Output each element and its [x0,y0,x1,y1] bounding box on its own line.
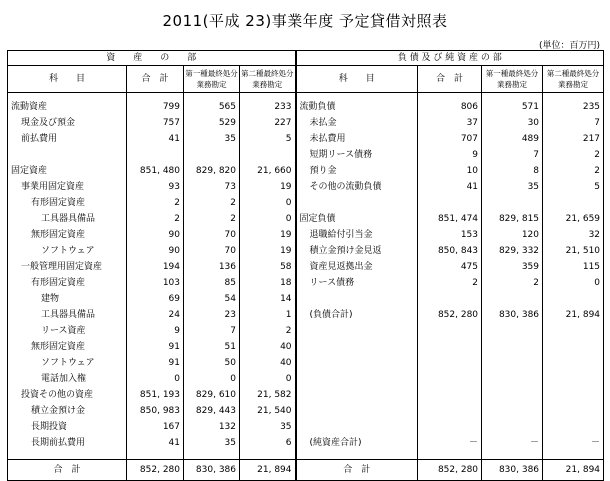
asset-item-cell: 長期前払費用 [8,435,127,451]
asset-acc2-cell [240,147,296,163]
asset-item-cell: 電話加入権 [8,371,127,387]
assets-item-header: 科 目 [8,66,127,93]
asset-total-cell [127,147,184,163]
liab-item-cell [296,419,418,435]
asset-total-cell: 90 [127,243,184,259]
liab-acc2-cell: 115 [543,259,604,275]
asset-total-cell: 91 [127,339,184,355]
asset-acc2-cell: 233 [240,93,296,116]
asset-acc2-cell: 1 [240,307,296,323]
table-row [8,179,604,195]
liab-item-cell: 未払費用 [296,131,418,147]
unit-note: (単位：百万円) [538,41,600,51]
spacer-cell [184,451,240,460]
liab-acc1-cell [482,339,543,355]
asset-acc2-cell: 40 [240,355,296,371]
liab-item-cell [296,371,418,387]
liab-total-cell: 153 [418,227,482,243]
total-row [8,460,604,481]
asset-item-cell: 前払費用 [8,131,127,147]
liab-acc1-cell: 829, 332 [482,243,543,259]
liab-acc2-cell: 7 [543,115,604,131]
asset-total-cell: 799 [127,93,184,116]
liab-acc1-cell [482,195,543,211]
liab-acc1-cell [482,403,543,419]
asset-acc1-cell: 70 [184,227,240,243]
liab-acc2-cell: 5 [543,179,604,195]
asset-item-cell: 投資その他の資産 [8,387,127,403]
asset-item-cell: 無形固定資産 [8,339,127,355]
liab-item-cell: 固定負債 [296,211,418,227]
asset-acc1-cell: 136 [184,259,240,275]
asset-total-cell: 850, 983 [127,403,184,419]
liab-acc2-cell: 235 [543,93,604,116]
spacer-cell [543,451,604,460]
liab-acc2-cell: 32 [543,227,604,243]
asset-item-cell: 事業用固定資産 [8,179,127,195]
liab-item-cell: (負債合計) [296,307,418,323]
asset-total-cell: 2 [127,211,184,227]
liab-acc1-cell [482,355,543,371]
assets-section-header: 資 産 の 部 [8,51,296,66]
liab-total-cell [418,371,482,387]
asset-total-cell: 41 [127,131,184,147]
table-row [8,435,604,451]
liab-total-cell: 852, 280 [418,307,482,323]
liab-acc1-cell: 830, 386 [482,307,543,323]
asset-acc1-cell [184,147,240,163]
asset-acc1-cell: 829, 820 [184,163,240,179]
asset-acc2-cell: 40 [240,339,296,355]
spacer-cell [418,451,482,460]
liab-acc1-cell [482,419,543,435]
asset-item-cell: 積立金預け金 [8,403,127,419]
table-row [8,339,604,355]
asset-acc1-cell: 35 [184,131,240,147]
liab-account2-header: 第二種最終処分業務勘定 [543,66,604,93]
asset-acc2-cell: 19 [240,243,296,259]
asset-total-cell: 194 [127,259,184,275]
liab-acc2-cell [543,323,604,339]
asset-total-cell: 93 [127,179,184,195]
assets-account2-header: 第二種最終処分業務勘定 [240,66,296,93]
asset-grand-acc1-cell: 830, 386 [184,460,240,481]
liab-total-cell: 851, 474 [418,211,482,227]
table-row [8,211,604,227]
asset-acc2-cell: 18 [240,275,296,291]
asset-acc1-cell: 73 [184,179,240,195]
liab-acc2-cell: 2 [543,147,604,163]
asset-acc1-cell: 70 [184,243,240,259]
asset-total-cell: 41 [127,435,184,451]
liab-acc2-cell [543,403,604,419]
liab-total-cell: 2 [418,275,482,291]
asset-acc2-cell: 21, 660 [240,163,296,179]
table-row [8,307,604,323]
asset-item-cell: 有形固定資産 [8,275,127,291]
liab-acc2-cell [543,291,604,307]
page-title: 2011(平成 23)事業年度 予定貸借対照表 [162,12,448,30]
asset-total-cell: 90 [127,227,184,243]
asset-acc2-cell: 14 [240,291,296,307]
liab-item-cell: 退職給付引当金 [296,227,418,243]
asset-acc2-cell: 0 [240,195,296,211]
spacer-row [8,451,604,460]
liab-total-cell: － [418,435,482,451]
asset-acc1-cell: 54 [184,291,240,307]
liab-total-cell: 707 [418,131,482,147]
liab-acc1-cell: 8 [482,163,543,179]
asset-acc1-cell: 50 [184,355,240,371]
liab-acc2-cell: 21, 894 [543,307,604,323]
asset-total-cell: 69 [127,291,184,307]
asset-acc2-cell: 0 [240,211,296,227]
asset-acc2-cell: 227 [240,115,296,131]
table-row [8,131,604,147]
table-row [8,243,604,259]
liab-acc2-cell [543,387,604,403]
spacer-cell [296,451,418,460]
asset-item-cell: リース資産 [8,323,127,339]
liab-acc1-cell [482,323,543,339]
spacer-cell [127,451,184,460]
asset-acc1-cell: 35 [184,435,240,451]
liab-acc2-cell [543,195,604,211]
liab-total-cell: 10 [418,163,482,179]
liab-total-cell [418,355,482,371]
assets-total-header: 合 計 [127,66,184,93]
asset-item-cell: ソフトウェア [8,355,127,371]
table-row [8,93,604,116]
table-row [8,355,604,371]
asset-grand-item-cell: 合 計 [8,460,127,481]
asset-acc1-cell: 829, 443 [184,403,240,419]
asset-item-cell: 工具器具備品 [8,307,127,323]
spacer-cell [240,451,296,460]
liab-total-cell: 41 [418,179,482,195]
asset-total-cell: 24 [127,307,184,323]
liab-acc2-cell: 0 [543,275,604,291]
liab-acc1-cell: 489 [482,131,543,147]
liab-acc1-cell: 120 [482,227,543,243]
liab-item-cell: 流動負債 [296,93,418,116]
liab-grand-item-cell: 合 計 [296,460,418,481]
liab-total-cell [418,387,482,403]
asset-acc2-cell: 2 [240,323,296,339]
asset-total-cell: 91 [127,355,184,371]
asset-item-cell: 工具器具備品 [8,211,127,227]
asset-acc2-cell: 6 [240,435,296,451]
liabilities-section-header: 負 債 及 び 純 資 産 の 部 [296,51,604,66]
asset-grand-acc2-cell: 21, 894 [240,460,296,481]
table-row [8,323,604,339]
liab-total-header: 合 計 [418,66,482,93]
liab-total-cell: 475 [418,259,482,275]
table-row [8,195,604,211]
asset-acc1-cell: 2 [184,195,240,211]
liab-acc1-cell [482,371,543,387]
liab-grand-total-cell: 852, 280 [418,460,482,481]
liab-acc1-cell: 2 [482,275,543,291]
asset-total-cell: 851, 480 [127,163,184,179]
liab-grand-acc1-cell: 830, 386 [482,460,543,481]
liab-acc1-cell: 571 [482,93,543,116]
liab-total-cell: 806 [418,93,482,116]
liab-item-cell [296,195,418,211]
liab-acc2-cell [543,355,604,371]
liab-item-cell: (純資産合計) [296,435,418,451]
liab-acc1-cell: － [482,435,543,451]
table-row [8,259,604,275]
liab-acc2-cell: － [543,435,604,451]
asset-item-cell: 現金及び預金 [8,115,127,131]
asset-total-cell: 757 [127,115,184,131]
liab-total-cell: 37 [418,115,482,131]
asset-item-cell: 流動資産 [8,93,127,116]
liab-total-cell [418,195,482,211]
asset-acc2-cell: 58 [240,259,296,275]
asset-item-cell: 長期投資 [8,419,127,435]
liab-item-cell [296,355,418,371]
asset-item-cell [8,147,127,163]
spacer-cell [8,451,127,460]
asset-acc2-cell: 35 [240,419,296,435]
asset-acc1-cell: 23 [184,307,240,323]
asset-acc1-cell: 85 [184,275,240,291]
liab-acc1-cell: 359 [482,259,543,275]
table-row [8,419,604,435]
asset-acc1-cell: 51 [184,339,240,355]
asset-total-cell: 9 [127,323,184,339]
asset-acc1-cell: 829, 610 [184,387,240,403]
spacer-cell [482,451,543,460]
liab-acc1-cell [482,291,543,307]
table-row [8,371,604,387]
liab-item-cell [296,323,418,339]
table-row [8,275,604,291]
asset-acc1-cell: 0 [184,371,240,387]
liab-item-cell [296,403,418,419]
liab-item-cell [296,291,418,307]
asset-acc2-cell: 21, 540 [240,403,296,419]
liab-total-cell [418,291,482,307]
liab-acc1-cell: 829, 815 [482,211,543,227]
table-row [8,403,604,419]
asset-acc2-cell: 5 [240,131,296,147]
liab-item-cell [296,387,418,403]
table-row [8,147,604,163]
liab-grand-acc2-cell: 21, 894 [543,460,604,481]
asset-total-cell: 103 [127,275,184,291]
asset-item-cell: 一般管理用固定資産 [8,259,127,275]
liab-item-cell: 積立金預け金見返 [296,243,418,259]
asset-item-cell: ソフトウェア [8,243,127,259]
asset-acc1-cell: 2 [184,211,240,227]
liab-total-cell [418,323,482,339]
asset-acc2-cell: 19 [240,179,296,195]
asset-total-cell: 2 [127,195,184,211]
liab-item-cell: 預り金 [296,163,418,179]
asset-item-cell: 建物 [8,291,127,307]
liab-total-cell [418,403,482,419]
liab-item-cell: 短期リース債務 [296,147,418,163]
table-row [8,115,604,131]
asset-acc1-cell: 529 [184,115,240,131]
section-header-row [8,51,604,66]
liab-item-header: 科 目 [296,66,418,93]
liab-acc2-cell: 217 [543,131,604,147]
assets-account1-header: 第一種最終処分業務勘定 [184,66,240,93]
asset-acc2-cell: 0 [240,371,296,387]
liab-acc1-cell: 30 [482,115,543,131]
table-row [8,291,604,307]
liab-item-cell: リース債務 [296,275,418,291]
asset-item-cell: 無形固定資産 [8,227,127,243]
asset-item-cell: 固定資産 [8,163,127,179]
liab-acc1-cell [482,387,543,403]
asset-total-cell: 167 [127,419,184,435]
liab-item-cell: 資産見返拠出金 [296,259,418,275]
liab-item-cell: その他の流動負債 [296,179,418,195]
liab-item-cell [296,339,418,355]
column-header-row [8,66,604,93]
asset-acc1-cell: 132 [184,419,240,435]
liab-acc1-cell: 35 [482,179,543,195]
asset-acc1-cell: 7 [184,323,240,339]
asset-grand-total-cell: 852, 280 [127,460,184,481]
table-row [8,387,604,403]
liab-total-cell: 850, 843 [418,243,482,259]
liab-account1-header: 第一種最終処分業務勘定 [482,66,543,93]
liab-total-cell [418,339,482,355]
balance-sheet-table [7,50,604,481]
asset-total-cell: 851, 193 [127,387,184,403]
liab-acc2-cell: 21, 510 [543,243,604,259]
table-row [8,227,604,243]
liab-acc2-cell [543,371,604,387]
table-row [8,163,604,179]
liab-total-cell: 9 [418,147,482,163]
liab-acc2-cell [543,339,604,355]
liab-total-cell [418,419,482,435]
asset-acc1-cell: 565 [184,93,240,116]
liab-item-cell: 未払金 [296,115,418,131]
liab-acc1-cell: 7 [482,147,543,163]
liab-acc2-cell: 2 [543,163,604,179]
liab-acc2-cell: 21, 659 [543,211,604,227]
asset-acc2-cell: 19 [240,227,296,243]
asset-total-cell: 0 [127,371,184,387]
asset-acc2-cell: 21, 582 [240,387,296,403]
asset-item-cell: 有形固定資産 [8,195,127,211]
liab-acc2-cell [543,419,604,435]
